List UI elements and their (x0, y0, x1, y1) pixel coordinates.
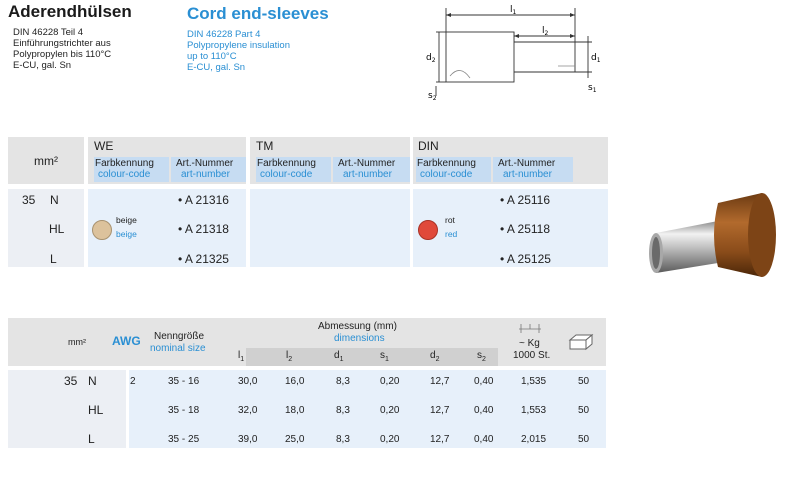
dim-row-2-d2: 12,7 (430, 405, 450, 416)
kg-label: ~ Kg (519, 338, 540, 349)
subtitle-en-3: up to 110°C (187, 51, 237, 62)
din-colour-en: colour-code (420, 169, 473, 180)
dim-row-1-variant: N (88, 374, 97, 388)
tm-colour-de: Farbkennung (257, 158, 316, 169)
dim-row-3-l1: 39,0 (238, 434, 258, 445)
awg-label: AWG (112, 334, 141, 348)
group-we-label: WE (94, 139, 114, 153)
dim-row-2-s1: 0,20 (380, 405, 400, 416)
dim-row-2-kg: 1,553 (521, 405, 547, 416)
header-l2: $l_2$ (286, 350, 293, 363)
beige-swatch (92, 220, 112, 240)
we-artnr-row-3: • A 21325 (178, 252, 229, 266)
dim-s1-label: $s_1$ (588, 83, 597, 94)
dim-row-2-s2: 0,40 (474, 405, 494, 416)
subtitle-de-1: DIN 46228 Teil 4 (13, 27, 84, 38)
mm-label: mm² (34, 154, 58, 168)
we-colour-name-en: beige (116, 229, 137, 239)
nenngroesse-de: Nenngröße (154, 331, 205, 342)
weight-icon (517, 322, 543, 334)
header-d1: $d_1$ (334, 350, 344, 363)
title-de: Aderendhülsen (8, 2, 132, 21)
abmessung-de: Abmessung (mm) (318, 321, 397, 332)
dim-row-3-s2: 0,40 (474, 434, 494, 445)
we-artnr-de: Art.-Nummer (176, 158, 234, 169)
dim-s2-label: $s_2$ (428, 91, 437, 102)
tm-artnr-en: art-number (343, 169, 392, 180)
subtitle-en-4: E-CU, gal. Sn (187, 62, 246, 73)
header-s1: $s_1$ (380, 350, 389, 363)
subtitle-de-4: E-CU, gal. Sn (13, 60, 72, 71)
dim-d2-label: $d_2$ (426, 53, 436, 64)
tm-artnr-de: Art.-Nummer (338, 158, 396, 169)
red-swatch (418, 220, 438, 240)
dim-row-2-nominal: 35 - 18 (168, 405, 200, 416)
nominal-size-en: nominal size (150, 343, 206, 354)
package-icon (566, 332, 594, 352)
we-artnr-en: art-number (181, 169, 230, 180)
dim-row-2-l2: 18,0 (285, 405, 305, 416)
dim-row-3-d2: 12,7 (430, 434, 450, 445)
dim-row-1-awg: 2 (130, 376, 136, 387)
header-l1: $l_1$ (238, 350, 245, 363)
ferrule-product-image (640, 185, 790, 285)
we-colour-de: Farbkennung (95, 158, 154, 169)
din-artnr-row-3: • A 25125 (500, 252, 551, 266)
dim-l2-label: $l_2$ (542, 26, 549, 37)
size-35-2: 35 (64, 374, 78, 388)
dim-row-3-l2: 25,0 (285, 434, 305, 445)
sleeve-dimension-drawing (420, 2, 610, 102)
group-din-label: DIN (418, 139, 439, 153)
dim-row-2-variant: HL (88, 403, 104, 417)
dim-row-2-d1: 8,3 (336, 405, 350, 416)
tm-colour-en: colour-code (260, 169, 313, 180)
dim-row-1-d1: 8,3 (336, 376, 350, 387)
header-s2: $s_2$ (477, 350, 486, 363)
dim-row-1-kg: 1,535 (521, 376, 547, 387)
dim-row-3-variant: L (88, 432, 95, 446)
variant-l: L (50, 252, 57, 266)
dim-row-3-kg: 2,015 (521, 434, 547, 445)
size-35: 35 (22, 193, 36, 207)
dim-row-2-l1: 32,0 (238, 405, 258, 416)
dim-row-2-pack: 50 (578, 405, 590, 416)
colour-code-table (8, 137, 608, 267)
variant-n: N (50, 193, 59, 207)
subtitle-en-1: DIN 46228 Part 4 (187, 29, 261, 40)
dimensions-table (8, 318, 606, 448)
dim-row-1-nominal: 35 - 16 (168, 376, 200, 387)
we-colour-name-de: beige (116, 215, 137, 225)
dim-d1-label: $d_1$ (591, 53, 601, 64)
dimensions-en: dimensions (334, 333, 385, 344)
we-colour-en: colour-code (98, 169, 151, 180)
din-artnr-row-2: • A 25118 (500, 222, 551, 236)
variant-hl: HL (49, 222, 65, 236)
kg-sub-label: 1000 St. (513, 350, 551, 361)
dim-row-3-nominal: 35 - 25 (168, 434, 200, 445)
dim-row-3-d1: 8,3 (336, 434, 350, 445)
din-colour-name-en: red (445, 229, 458, 239)
din-artnr-en: art-number (503, 169, 552, 180)
din-colour-de: Farbkennung (417, 158, 476, 169)
title-en: Cord end-sleeves (187, 4, 329, 23)
subtitle-en-2: Polypropylene insulation (187, 40, 290, 51)
dim-row-1-l1: 30,0 (238, 376, 258, 387)
dim-row-1-s1: 0,20 (380, 376, 400, 387)
dim-row-3-s1: 0,20 (380, 434, 400, 445)
subtitle-de-3: Polypropylen bis 110°C (13, 49, 112, 60)
subtitle-de-2: Einführungstrichter aus (13, 38, 111, 49)
mm-label-2: mm² (68, 337, 86, 347)
din-artnr-row-1: • A 25116 (500, 193, 551, 207)
dim-l1-label: $l_1$ (510, 5, 517, 16)
we-artnr-row-2: • A 21318 (178, 222, 229, 236)
header-d2: $d_2$ (430, 350, 440, 363)
dim-row-1-s2: 0,40 (474, 376, 494, 387)
dim-row-1-l2: 16,0 (285, 376, 305, 387)
din-artnr-de: Art.-Nummer (498, 158, 556, 169)
din-colour-name-de: rot (445, 215, 455, 225)
group-tm-label: TM (256, 139, 274, 153)
dim-row-1-d2: 12,7 (430, 376, 450, 387)
we-artnr-row-1: • A 21316 (178, 193, 229, 207)
dim-row-3-pack: 50 (578, 434, 590, 445)
dim-row-1-pack: 50 (578, 376, 590, 387)
